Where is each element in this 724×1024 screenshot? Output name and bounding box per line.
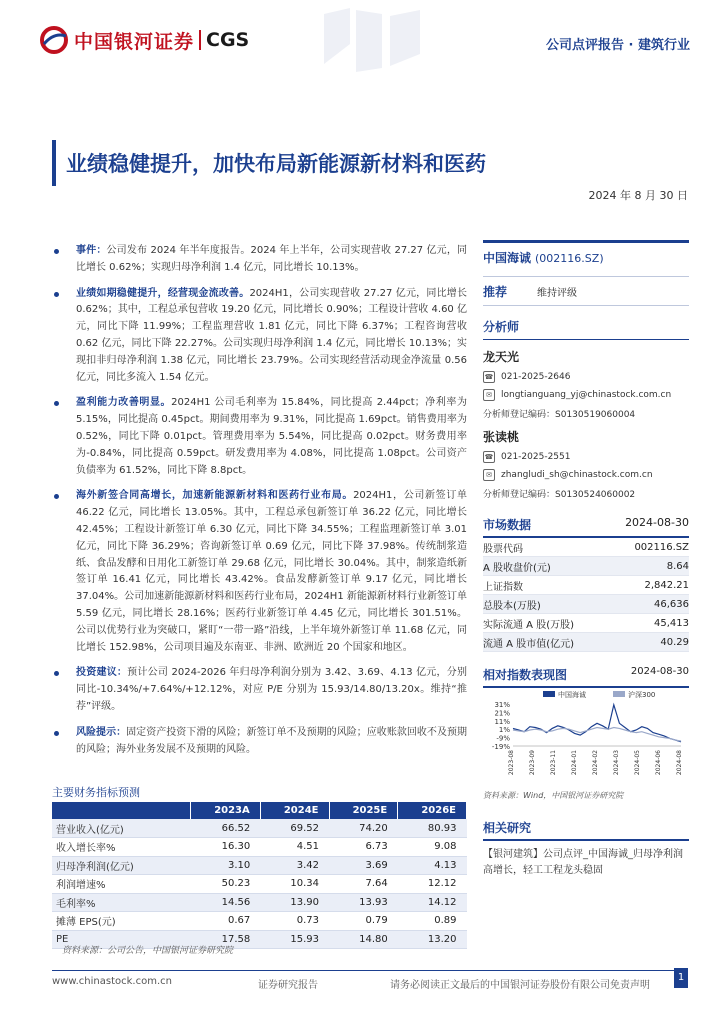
phone-text: 021-2025-2551 <box>501 452 571 462</box>
market-data-label: 上证指数 <box>483 581 523 593</box>
y-tick-label: 21% <box>494 709 510 718</box>
market-data-label: A 股收盘价(元) <box>483 562 551 574</box>
bullet-text: 2024H1，公司新签订单 46.22 亿元，同比增长 13.05%。其中，工程总承包新签订单 36.22 亿元，同比增长 42.45%；工程设计新签订单 6.30 亿元，同比下降 34.55%；工程监理新签订单 3.01 亿元，同比下降 36.29%；咨询新签订单 0.69 亿元，同比下降 37.98%。传统制浆造纸、食品发酵和日用化工新签订单 29.68 亿元，同比增长 30.04%。其中，制浆造纸新签订单 16.41 亿元，同比增长 43.42%。食品发酵新签订单 9.17 亿元，同比增长 37.04%。公司加速新能源新材料和医药行业布局，2024H1 新能源新材料行业新签订单 5.59 亿元，同比增长 28.16%；医药行业新签订单 4.45 亿元，同比增长 301.51%。公司以优势行业为突破口，紧盯“一带一路”沿线，上半年境外新签订单 11.68 亿元，同比增长 152.98%，公司项目遍及东南亚、非洲、欧洲近 20 个国家和地区。 <box>76 490 467 653</box>
market-data-value: 002116.SZ <box>634 541 689 553</box>
x-tick-label: 2024-08 <box>676 750 683 776</box>
table-cell: PE <box>52 930 190 949</box>
relative-performance-chart <box>483 688 689 784</box>
table-cell: 13.90 <box>260 893 329 912</box>
market-data-list <box>483 538 689 652</box>
table-cell: 6.73 <box>329 838 398 857</box>
x-tick-label: 2023-08 <box>508 750 515 776</box>
table-cell: 66.52 <box>190 819 260 838</box>
page-number: 1 <box>674 968 688 988</box>
footer-disclaimer: 请务必阅读正文最后的中国银河证券股份有限公司免责声明 <box>390 980 650 991</box>
table-cell: 50.23 <box>190 875 260 894</box>
financials-source: 资料来源：公司公告，中国银河证券研究院 <box>62 946 234 956</box>
table-cell: 74.20 <box>329 819 398 838</box>
table-cell: 毛利率% <box>52 893 190 912</box>
bullet-head: 投资建议： <box>76 667 128 679</box>
footer-site[interactable]: www.chinastock.com.cn <box>52 976 172 987</box>
table-header-cell: 2026E <box>398 802 467 819</box>
brand-name-cn: 中国银河证券 <box>74 30 195 53</box>
table-row <box>52 856 467 875</box>
financials-title: 主要财务指标预测 <box>52 786 140 799</box>
market-data-header <box>483 516 689 538</box>
galaxy-logo-icon <box>40 26 68 54</box>
table-cell: 0.89 <box>398 912 467 931</box>
market-data-value: 46,636 <box>654 598 689 610</box>
bullet-text: 2024H1 公司毛利率为 15.84%，同比提高 2.44pct；净利率为 5.15%，同比提高 0.45pct。期间费用率为 9.31%，同比提高 1.69pct。销售费用率为 0.52%，同比下降 0.01pct。管理费用率为 5.54%，同比提高 0.02pct。财务费用率为-0.84%，同比提高 0.59pct。研发费用率为 4.08%，同比提高 1.08pct。公司资产负债率为 61.52%，同比下降 8.8pct。 <box>76 397 468 476</box>
legend-label: 沪深300 <box>628 691 656 699</box>
phone-text: 021-2025-2646 <box>501 372 571 382</box>
market-data-row <box>483 576 689 595</box>
chart-title: 相对指数表现图 <box>483 668 568 682</box>
footer-center: 证券研究报告 <box>258 980 318 991</box>
market-data-label: 实际流通 A 股(万股) <box>483 619 575 631</box>
chart-header <box>483 666 689 688</box>
table-cell: 12.12 <box>398 875 467 894</box>
x-tick-label: 2024-03 <box>613 750 620 776</box>
stock-name: 中国海诚 <box>483 251 532 265</box>
cgs-watermark-icon <box>320 4 428 76</box>
stock-title <box>483 240 689 272</box>
table-cell: 10.34 <box>260 875 329 894</box>
table-cell: 14.80 <box>329 930 398 949</box>
email-icon: ✉ <box>483 469 495 481</box>
table-cell: 15.93 <box>260 930 329 949</box>
analyst-name: 龙天光 <box>483 350 520 364</box>
table-header-cell <box>52 802 190 819</box>
bullet-event <box>52 243 467 277</box>
analyst-heading: 分析师 <box>483 318 689 340</box>
table-cell: 4.13 <box>398 856 467 875</box>
table-cell: 80.93 <box>398 819 467 838</box>
market-data-row <box>483 633 689 652</box>
report-type: 公司点评报告 · 建筑行业 <box>546 38 690 53</box>
bullet-head: 海外新签合同高增长，加速新能源新材料和医药行业布局。 <box>76 490 354 502</box>
bullet-text: 2024H1，公司实现营收 27.27 亿元，同比增长 0.62%；其中，工程总承包营收 19.20 亿元，同比增长 0.90%；工程设计营收 4.60 亿元，同比下降 11.99%；工程监理营收 1.81 亿元，同比下降 6.37%；工程咨询营收 0.62 亿元，同比下降 22.27%。公司实现归母净利润 1.4 亿元，同比增长 10.13%；实现扣非归母净利润 1.38 亿元，同比增长 23.79%。公司实现经营活动现金净流量 0.56 亿元，同比多流入 1.54 亿元。 <box>76 287 467 383</box>
table-cell: 归母净利润(亿元) <box>52 856 190 875</box>
brand-name-en: CGS <box>206 29 250 51</box>
related-research-item[interactable]: 【银河建筑】公司点评_中国海诚_归母净利润高增长，轻工工程龙头稳固 <box>483 849 683 876</box>
analyst-email <box>483 389 689 401</box>
table-row <box>52 893 467 912</box>
market-data-label: 总股本(万股) <box>483 600 541 612</box>
bullet-performance <box>52 286 467 387</box>
table-cell: 14.12 <box>398 893 467 912</box>
market-data-row <box>483 557 689 576</box>
table-cell: 7.64 <box>329 875 398 894</box>
analyst-block <box>483 428 689 500</box>
market-data-title: 市场数据 <box>483 518 532 532</box>
market-data-value: 8.64 <box>666 560 689 572</box>
table-cell: 17.58 <box>190 930 260 949</box>
footer-divider <box>52 970 688 971</box>
bullet-investment <box>52 665 467 715</box>
table-row <box>52 875 467 894</box>
x-tick-label: 2023-09 <box>529 750 536 776</box>
table-header-cell: 2025E <box>329 802 398 819</box>
analyst-email <box>483 469 689 481</box>
bullet-head: 事件： <box>76 245 107 256</box>
table-cell: 14.56 <box>190 893 260 912</box>
table-cell: 收入增长率% <box>52 838 190 857</box>
analyst-phone <box>483 371 689 383</box>
bullet-text: 预计公司 2024-2026 年归母净利润分别为 3.42、3.69、4.13 亿元，分别同比-10.34%/+7.64%/+12.12%，对应 P/E 分别为 15.93/14.80/13.20x。维持“推荐”评级。 <box>76 667 467 712</box>
market-data-label: 股票代码 <box>483 543 523 555</box>
market-data-label: 流通 A 股市值(亿元) <box>483 638 575 650</box>
table-header-cell: 2024E <box>260 802 329 819</box>
table-cell: 0.67 <box>190 912 260 931</box>
table-cell: 9.08 <box>398 838 467 857</box>
market-data-value: 2,842.21 <box>644 579 689 591</box>
rating-value: 维持评级 <box>537 287 577 299</box>
analyst-block <box>483 348 689 420</box>
report-title: 业绩稳健提升，加快布局新能源新材料和医药 <box>66 151 486 176</box>
table-cell: 16.30 <box>190 838 260 857</box>
x-tick-label: 2024-01 <box>571 750 578 776</box>
bullet-head: 盈利能力改善明显。 <box>76 397 172 409</box>
bullet-text: 固定资产投资下滑的风险；新签订单不及预期的风险；应收账款回收不及预期的风险；海外业务发展不及预期的风险。 <box>76 726 468 755</box>
bullet-head: 风险提示： <box>76 726 127 738</box>
sidebar <box>483 240 689 879</box>
phone-icon: ☎ <box>484 373 494 381</box>
bullet-profitability <box>52 395 467 479</box>
table-cell: 4.51 <box>260 838 329 857</box>
x-tick-label: 2023-11 <box>550 750 557 776</box>
bullet-orders <box>52 488 467 656</box>
chart-date: 2024-08-30 <box>630 666 689 677</box>
analyst-phone <box>483 451 689 463</box>
table-cell: 13.93 <box>329 893 398 912</box>
rating-label: 推荐 <box>483 284 508 299</box>
email-text[interactable]: zhangludi_sh@chinastock.com.cn <box>501 470 653 480</box>
y-tick-label: 31% <box>494 701 510 709</box>
brand-divider <box>199 30 201 50</box>
related-research-title: 相关研究 <box>483 819 689 841</box>
x-tick-label: 2024-06 <box>655 750 662 776</box>
x-tick-label: 2024-05 <box>634 750 641 776</box>
table-cell: 69.52 <box>260 819 329 838</box>
bullet-head: 业绩如期稳健提升，经营现金流改善。 <box>76 287 250 299</box>
title-accent-bar <box>52 140 56 186</box>
brand-logo <box>40 24 249 56</box>
y-tick-label: -9% <box>496 734 510 743</box>
market-data-row <box>483 538 689 557</box>
table-cell: 摊薄 EPS(元) <box>52 912 190 931</box>
table-cell: 3.10 <box>190 856 260 875</box>
analyst-reg: 分析师登记编码：S0130524060002 <box>483 490 636 500</box>
legend-swatch <box>613 691 625 697</box>
market-data-value: 45,413 <box>654 617 689 629</box>
header <box>0 0 724 80</box>
table-cell: 0.73 <box>260 912 329 931</box>
table-cell: 利润增速% <box>52 875 190 894</box>
email-icon: ✉ <box>483 389 495 401</box>
stock-code: (002116.SZ) <box>535 252 604 265</box>
bullet-text: 公司发布 2024 年半年度报告。2024 年上半年，公司实现营收 27.27 亿元，同比增长 0.62%；实现归母净利润 1.4 亿元，同比增长 10.13%。 <box>76 245 468 273</box>
table-row <box>52 819 467 838</box>
table-header-cell: 2023A <box>190 802 260 819</box>
table-row <box>52 912 467 931</box>
table-cell: 3.42 <box>260 856 329 875</box>
market-data-row <box>483 614 689 633</box>
y-tick-label: 1% <box>498 726 510 735</box>
rating-row <box>483 276 689 306</box>
main-content <box>52 243 467 767</box>
market-data-value: 40.29 <box>660 636 689 648</box>
phone-icon: ☎ <box>484 453 494 461</box>
chart-source: 资料来源：Wind，中国银河证券研究院 <box>483 791 624 800</box>
x-tick-label: 2024-02 <box>592 750 599 776</box>
table-cell: 3.69 <box>329 856 398 875</box>
bullet-risk <box>52 725 467 759</box>
market-data-date: 2024-08-30 <box>625 516 689 529</box>
analyst-name: 张读桃 <box>483 430 520 444</box>
series-line <box>513 728 681 742</box>
legend-swatch <box>543 691 555 697</box>
table-cell: 13.20 <box>398 930 467 949</box>
analyst-reg: 分析师登记编码：S0130519060004 <box>483 410 636 420</box>
table-row <box>52 838 467 857</box>
table-header-row <box>52 802 467 819</box>
table-cell: 营业收入(亿元) <box>52 819 190 838</box>
financials-table <box>52 802 467 949</box>
report-date: 2024 年 8 月 30 日 <box>588 189 688 202</box>
y-tick-label: -19% <box>491 743 510 751</box>
y-tick-label: 11% <box>494 717 510 726</box>
legend-label: 中国海诚 <box>558 691 586 699</box>
email-text[interactable]: longtianguang_yj@chinastock.com.cn <box>501 390 672 400</box>
table-cell: 0.79 <box>329 912 398 931</box>
market-data-row <box>483 595 689 614</box>
